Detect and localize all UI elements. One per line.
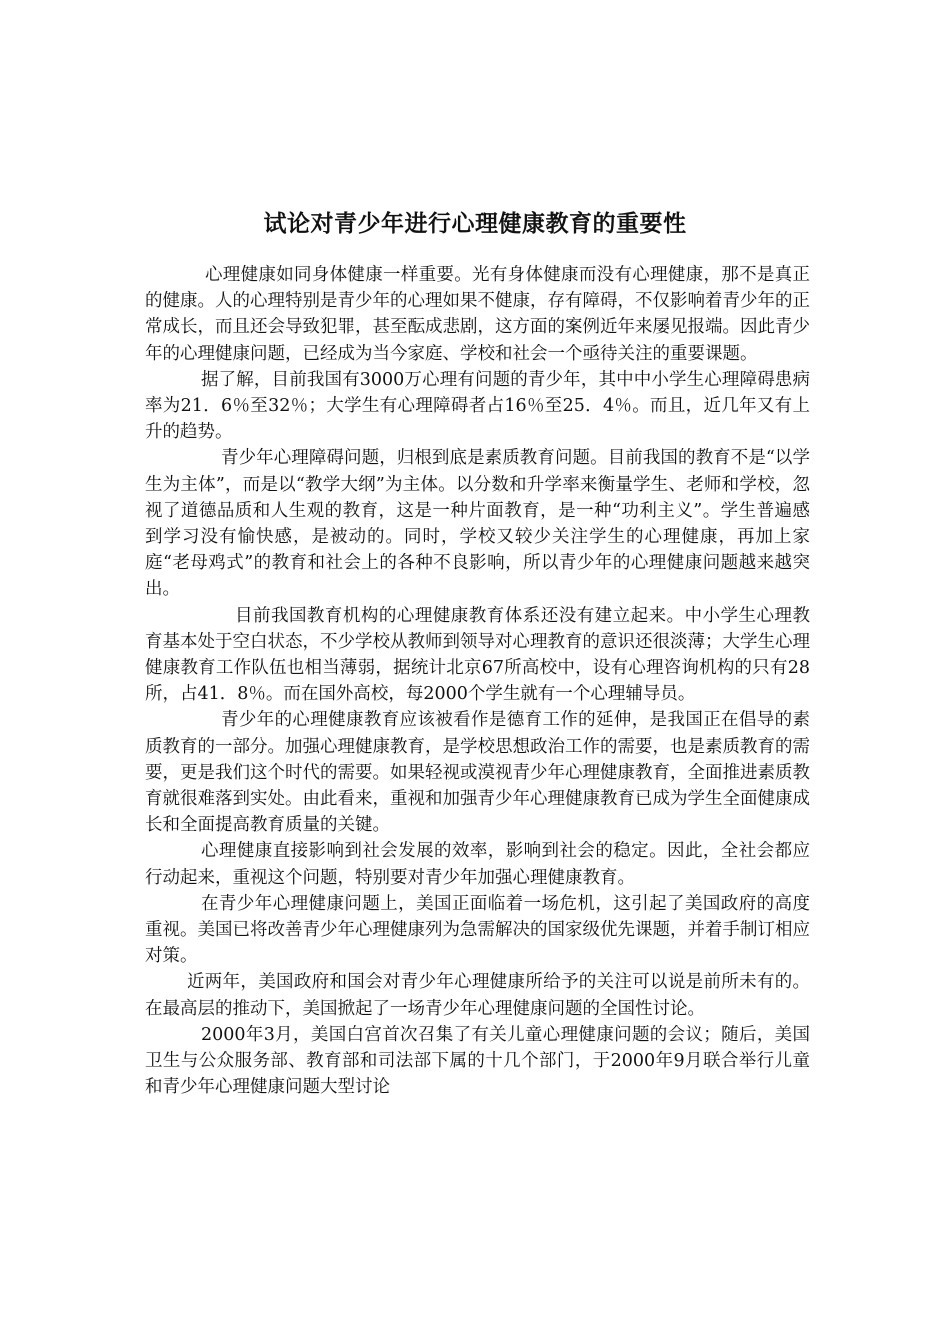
body-paragraph: 在青少年心理健康问题上，美国正面临着一场危机，这引起了美国政府的高度重视。美国已将改善青少年心理健康列为急需解决的国家级优先课题，并着手制订相应对策。 [145,893,810,967]
body-paragraph: 青少年心理障碍问题，归根到底是素质教育问题。目前我国的教育不是“以学生为主体”，而是以“教学大纲”为主体。以分数和升学率来衡量学生、老师和学校，忽视了道德品质和人生观的教育，这是一种片面教育，是一种“功利主义”。学生普遍感到学习没有愉快感，是被动的。同时，学校又较少关注学生的心理健康，再加上家庭“老母鸡式”的教育和社会上的各种不良影响，所以青少年的心理健康问题越来越突出。 [145,448,810,600]
document-title: 试论对青少年进行心理健康教育的重要性 [263,211,687,237]
body-paragraph: 2000年3月，美国白宫首次召集了有关儿童心理健康问题的会议；随后，美国卫生与公众服务部、教育部和司法部下属的十几个部门，于2000年9月联合举行儿童和青少年心理健康问题大型讨论 [145,1024,810,1098]
body-paragraph: 据了解，目前我国有3000万心理有问题的青少年，其中中小学生心理障碍患病率为21．6％至32％；大学生有心理障碍者占16％至25．4％。而且，近几年又有上升的趋势。 [145,369,810,443]
body-paragraph: 近两年，美国政府和国会对青少年心理健康所给予的关注可以说是前所未有的。在最高层的推动下，美国掀起了一场青少年心理健康问题的全国性讨论。 [145,972,810,1019]
body-paragraph: 心理健康如同身体健康一样重要。光有身体健康而没有心理健康，那不是真正的健康。人的心理特别是青少年的心理如果不健康，存有障碍，不仅影响着青少年的正常成长，而且还会导致犯罪，甚至酝成悲剧，这方面的案例近年来屡见报端。因此青少年的心理健康问题，已经成为当今家庭、学校和社会一个亟待关注的重要课题。 [145,265,810,364]
document-body [145,262,810,1101]
body-paragraph: 青少年的心理健康教育应该被看作是德育工作的延伸，是我国正在倡导的素质教育的一部分。加强心理健康教育，是学校思想政治工作的需要，也是素质教育的需要，更是我们这个时代的需要。如果轻视或漠视青少年心理健康教育，全面推进素质教育就很难落到实处。由此看来，重视和加强青少年心理健康教育已成为学生全面健康成长和全面提高教育质量的关键。 [145,710,810,836]
body-paragraph: 目前我国教育机构的心理健康教育体系还没有建立起来。中小学生心理教育基本处于空白状态，不少学校从教师到领导对心理教育的意识还很淡薄；大学生心理健康教育工作队伍也相当薄弱，据统计北京67所高校中，设有心理咨询机构的只有28所，占41．8％。而在国外高校，每2000个学生就有一个心理辅导员。 [145,605,810,705]
body-paragraph: 心理健康直接影响到社会发展的效率，影响到社会的稳定。因此，全社会都应行动起来，重视这个问题，特别要对青少年加强心理健康教育。 [145,841,810,888]
